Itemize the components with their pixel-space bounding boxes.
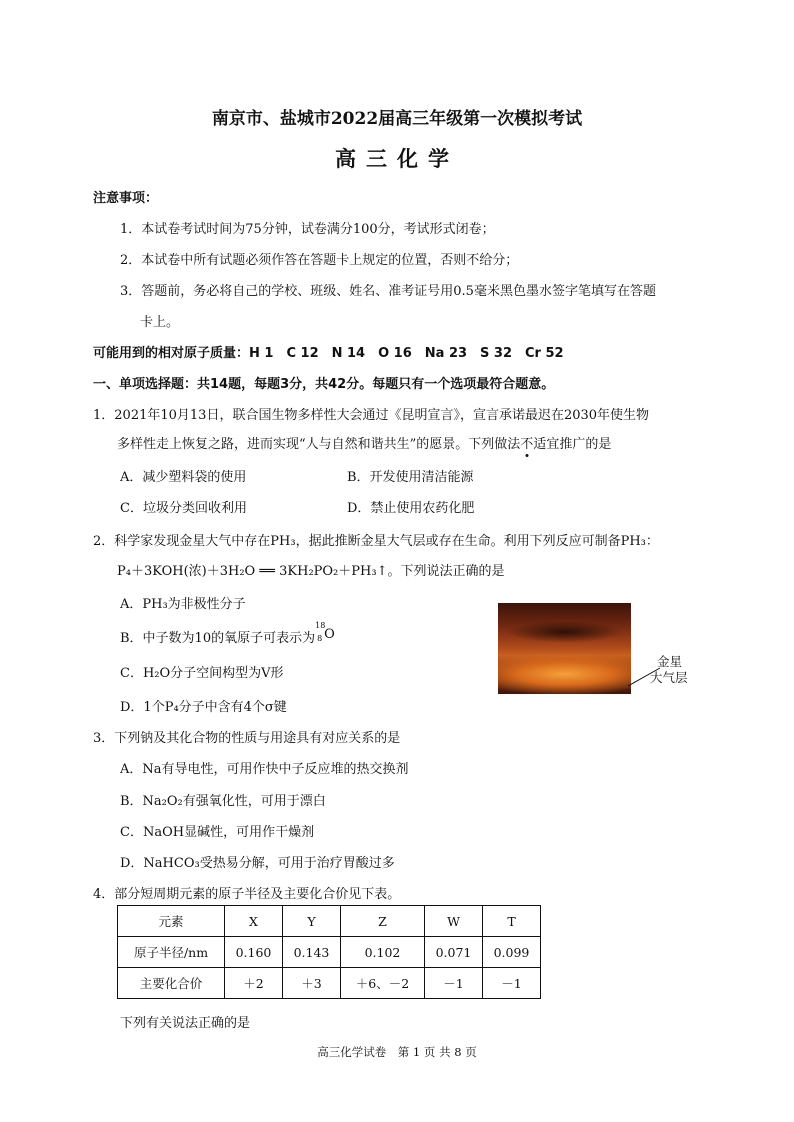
table-header-cell: X	[225, 906, 283, 937]
q1-stem-line2-text: 多样性走上恢复之路，进而实现“人与自然和谐共生”的愿景。下列做法	[117, 437, 521, 452]
table-cell: ＋3	[283, 968, 341, 999]
table-header-cell: Y	[283, 906, 341, 937]
isotope-atomic-number: 8	[317, 634, 323, 643]
notice-item-3: 3．答题前，务必将自己的学校、班级、姓名、准考证号用0.5毫米黑色墨水签字笔填写在答题	[120, 284, 656, 299]
q4-stem: 4．部分短周期元素的原子半径及主要化合价见下表。	[93, 887, 401, 902]
table-header-cell: Z	[341, 906, 425, 937]
table-cell: 0.143	[283, 937, 341, 968]
notice-heading: 注意事项：	[93, 191, 159, 206]
notice-item-2: 2．本试卷中所有试题必须作答在答题卡上规定的位置，否则不给分；	[120, 253, 519, 268]
table-cell: 0.099	[483, 937, 541, 968]
q3-option-b: B．Na₂O₂有强氧化性，可用于漂白	[120, 794, 326, 809]
table-cell: 主要化合价	[118, 968, 225, 999]
table-cell: 0.160	[225, 937, 283, 968]
q1-option-d: D．禁止使用农药化肥	[347, 501, 475, 516]
table-header-cell: T	[483, 906, 541, 937]
table-cell: ＋6、－2	[341, 968, 425, 999]
q3-option-a: A．Na有导电性，可用作快中子反应堆的热交换剂	[120, 762, 409, 777]
venus-atmosphere-image	[498, 603, 631, 694]
table-cell: 原子半径/nm	[118, 937, 225, 968]
q3-option-c: C．NaOH显碱性，可用作干燥剂	[120, 825, 315, 840]
q1-stem-line2	[117, 433, 611, 452]
q4-followup: 下列有关说法正确的是	[120, 1016, 251, 1031]
venus-cloud-layer	[506, 621, 624, 643]
notice-item-1: 1．本试卷考试时间为75分钟，试卷满分100分，考试形式闭卷；	[120, 222, 495, 237]
q2-option-d: D．1个P₄分子中含有4个σ键	[120, 700, 287, 715]
q3-option-d: D．NaHCO₃受热易分解，可用于治疗胃酸过多	[120, 856, 395, 871]
isotope-mass-number: 18	[315, 621, 326, 630]
table-row	[118, 937, 541, 968]
table-cell: 0.102	[341, 937, 425, 968]
q2-stem-line1: 2．科学家发现金星大气中存在PH₃，据此推断金星大气层或存在生命。利用下列反应可制备PH₃：	[93, 534, 659, 549]
subject-title: 高三化学	[335, 146, 459, 171]
table-cell: ＋2	[225, 968, 283, 999]
table-header-cell: W	[425, 906, 483, 937]
q1-option-a: A．减少塑料袋的使用	[120, 470, 247, 485]
isotope-element: O	[324, 627, 335, 642]
table-cell: 0.071	[425, 937, 483, 968]
q1-stem-line1: 1．2021年10月13日，联合国生物多样性大会通过《昆明宣言》，宣言承诺最迟在2030年使生物	[93, 408, 650, 423]
q2-equation: P₄＋3KOH(浓)＋3H₂O ══ 3KH₂PO₂＋PH₃↑。下列说法正确的是	[117, 564, 505, 579]
table-cell: －1	[425, 968, 483, 999]
image-label-2: 大气层	[650, 670, 688, 685]
image-label-1: 金星	[657, 654, 683, 669]
table-header-cell: 元素	[118, 906, 225, 937]
section-heading: 一、单项选择题：共14题，每题3分，共42分。每题只有一个选项最符合题意。	[93, 377, 555, 392]
q2-option-c: C．H₂O分子空间构型为V形	[120, 666, 284, 681]
q1-option-c: C．垃圾分类回收利用	[120, 501, 247, 516]
isotope-symbol	[315, 621, 335, 643]
page-footer: 高三化学试卷 第 1 页 共 8 页	[317, 1045, 477, 1059]
emphasis-mark: 不	[520, 437, 534, 452]
notice-item-3-cont: 卡上。	[140, 315, 180, 330]
atomic-mass-line: 可能用到的相对原子质量：H 1 C 12 N 14 O 16 Na 23 S 32 Cr 52	[93, 346, 564, 361]
table-cell: －1	[483, 968, 541, 999]
q2-option-a: A．PH₃为非极性分子	[120, 597, 246, 612]
q1-option-b: B．开发使用清洁能源	[347, 470, 474, 485]
table-row	[118, 968, 541, 999]
element-table	[117, 905, 541, 999]
table-header-row	[118, 906, 541, 937]
exam-title: 南京市、盐城市2022届高三年级第一次模拟考试	[211, 109, 583, 129]
q3-stem: 3．下列钠及其化合物的性质与用途具有对应关系的是	[93, 731, 401, 746]
q2-option-b	[120, 621, 335, 646]
q1-stem-line2-tail: 适宜推广的是	[533, 437, 612, 452]
q2-option-b-text: B．中子数为10的氧原子可表示为	[120, 631, 316, 646]
